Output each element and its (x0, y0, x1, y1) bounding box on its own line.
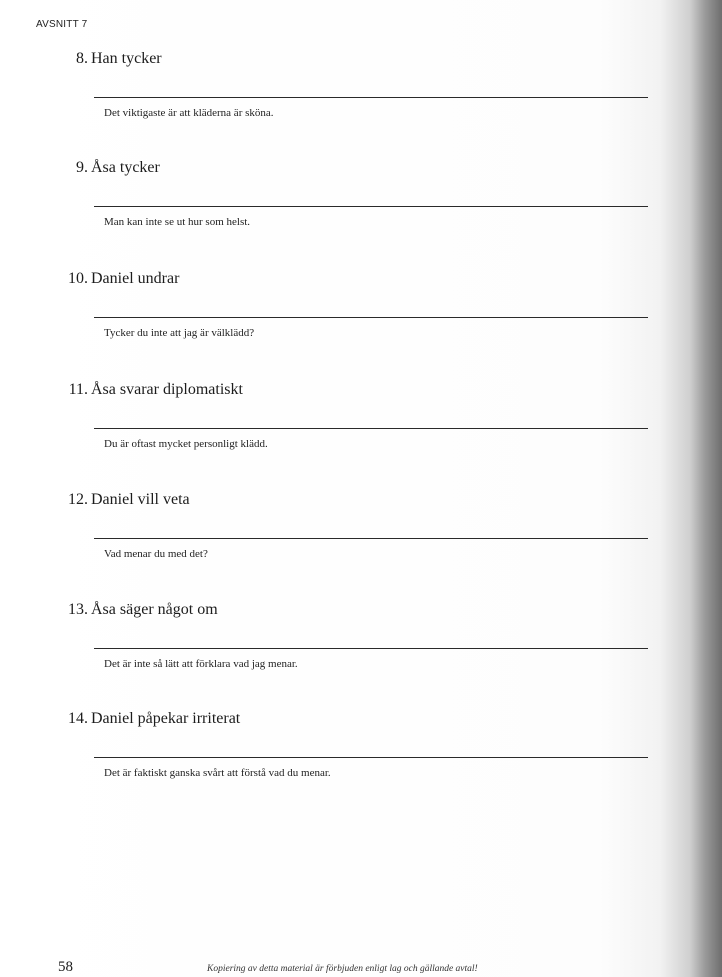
item-cue: Det är inte så lätt att förklara vad jag menar. (104, 658, 298, 670)
exercise-item-14 (0, 710, 722, 800)
item-prompt: Daniel undrar (91, 270, 180, 287)
item-number: 10. (68, 270, 88, 287)
exercise-item-10 (0, 270, 722, 360)
item-prompt: Daniel påpekar irriterat (91, 710, 241, 727)
answer-line[interactable] (94, 428, 648, 429)
item-cue: Tycker du inte att jag är välklädd? (104, 327, 255, 339)
item-prompt: Han tycker (91, 50, 162, 67)
item-prompt: Åsa säger något om (91, 601, 218, 618)
answer-line[interactable] (94, 648, 648, 649)
exercise-item-11 (0, 381, 722, 471)
section-label: AVSNITT 7 (36, 19, 88, 30)
answer-line[interactable] (94, 97, 648, 98)
item-cue: Det är faktiskt ganska svårt att förstå vad du menar. (104, 767, 331, 779)
item-number: 12. (68, 491, 88, 508)
item-prompt: Daniel vill veta (91, 491, 190, 508)
page-number: 58 (58, 959, 73, 975)
answer-line[interactable] (94, 538, 648, 539)
item-prompt: Åsa tycker (91, 159, 160, 176)
answer-line[interactable] (94, 206, 648, 207)
item-cue: Du är oftast mycket personligt klädd. (104, 438, 268, 450)
item-number: 14. (68, 710, 88, 727)
exercise-item-9 (0, 159, 722, 249)
item-number: 13. (68, 601, 88, 618)
item-prompt: Åsa svarar diplomatiskt (91, 381, 243, 398)
copyright-note: Kopiering av detta material är förbjuden enligt lag och gällande avtal! (207, 964, 478, 974)
item-number: 11. (68, 381, 88, 398)
item-cue: Man kan inte se ut hur som helst. (104, 216, 251, 228)
item-number: 8. (76, 50, 88, 67)
exercise-item-13 (0, 601, 722, 691)
answer-line[interactable] (94, 317, 648, 318)
answer-line[interactable] (94, 757, 648, 758)
exercise-item-8 (0, 50, 722, 140)
item-cue: Det viktigaste är att kläderna är sköna. (104, 107, 274, 119)
exercise-item-12 (0, 491, 722, 581)
item-number: 9. (76, 159, 88, 176)
item-cue: Vad menar du med det? (104, 548, 208, 560)
